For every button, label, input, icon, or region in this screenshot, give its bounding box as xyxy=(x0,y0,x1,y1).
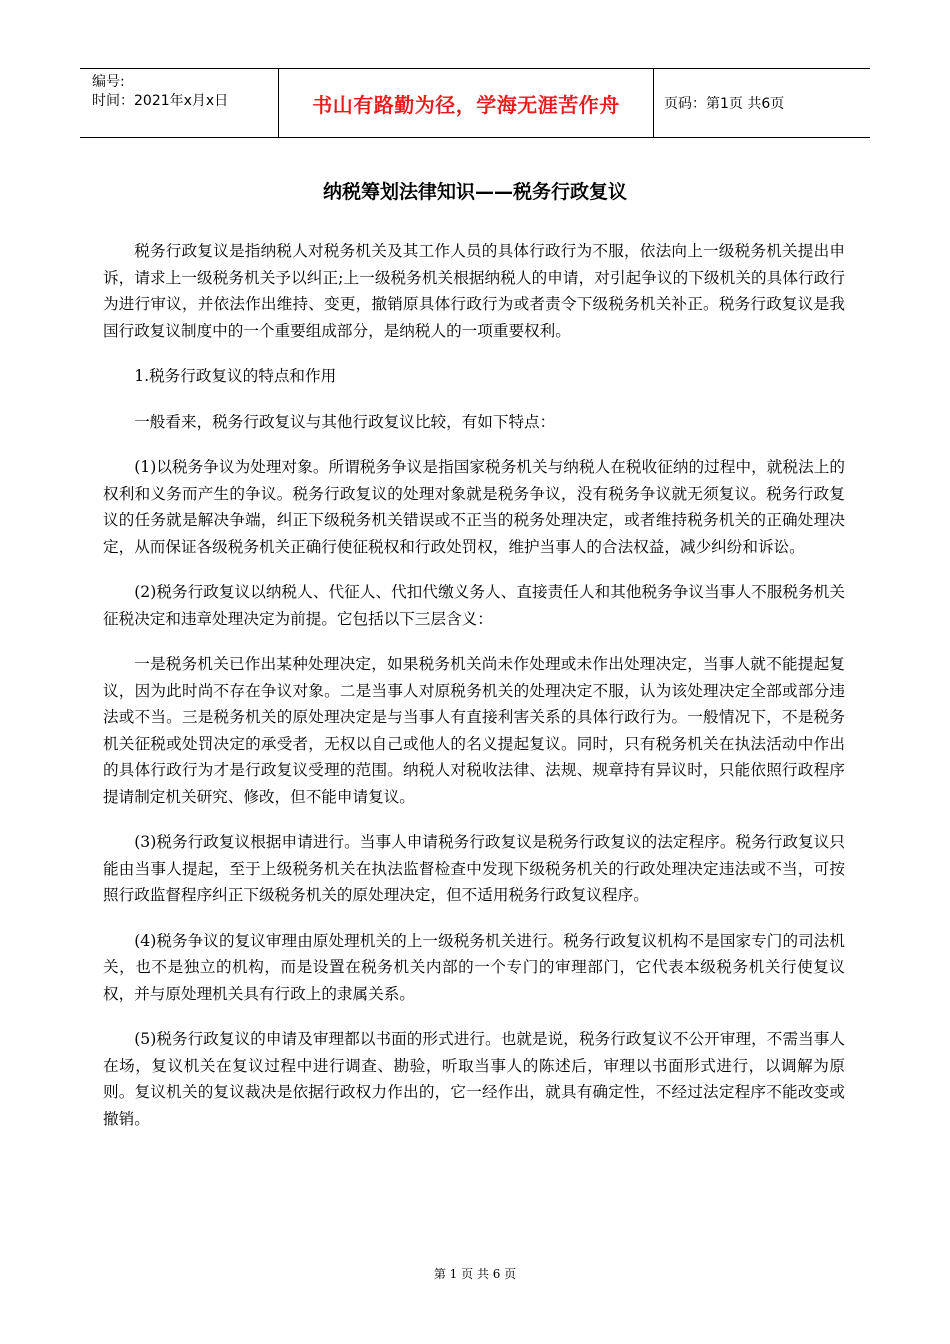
header-motto: 书山有路勤为径，学海无涯苦作舟 xyxy=(278,69,654,137)
document-number-label: 编号: xyxy=(92,74,125,90)
document-date: 时间：2021年x月x日 xyxy=(92,93,229,109)
header-page-info: 页码：第1页 共6页 xyxy=(664,96,785,112)
paragraph: (2)税务行政复议以纳税人、代征人、代扣代缴义务人、直接责任人和其他税务争议当事人不服税务机关征税决定和违章处理决定为前提。它包括以下三层含义： xyxy=(103,583,845,628)
paragraph: 一是税务机关已作出某种处理决定，如果税务机关尚未作处理或未作出处理决定，当事人就不能提起复议，因为此时尚不存在争议对象。二是当事人对原税务机关的处理决定不服，认为该处理决定全部或部分违法或不当。三是税务机关的原处理决定是与当事人有直接利害关系的具体行政行为。一般情况下，不是税务机关征税或处罚决定的承受者，无权以自己或他人的名义提起复议。同时，只有税务机关在执法活动中作出的具体行政行为才是行政复议受理的范围。纳税人对税收法律、法规、规章持有异议时，只能依照行政程序提请制定机关研究、修改，但不能申请复议。 xyxy=(103,655,845,806)
section-heading: 1.税务行政复议的特点和作用 xyxy=(134,367,337,385)
paragraph: 一般看来，税务行政复议与其他行政复议比较，有如下特点： xyxy=(134,412,556,431)
paragraph: (4)税务争议的复议审理由原处理机关的上一级税务机关进行。税务行政复议机构不是国家专门的司法机关，也不是独立的机构，而是设置在税务机关内部的一个专门的审理部门，它代表本级税务机关行使复议权，并与原处理机关具有行政上的隶属关系。 xyxy=(103,931,845,1003)
page-header xyxy=(80,68,870,138)
paragraph: (1)以税务争议为处理对象。所谓税务争议是指国家税务机关与纳税人在税收征纳的过程中，就税法上的权利和义务而产生的争议。税务行政复议的处理对象就是税务争议，没有税务争议就无须复议。税务行政复议的任务就是解决争端，纠正下级税务机关错误或不正当的税务处理决定，或者维持税务机关的正确处理决定，从而保证各级税务机关正确行使征税权和行政处罚权，维护当事人的合法权益，减少纠纷和诉讼。 xyxy=(103,458,845,556)
paragraph: 税务行政复议是指纳税人对税务机关及其工作人员的具体行政行为不服，依法向上一级税务机关提出申诉，请求上一级税务机关予以纠正;上一级税务机关根据纳税人的申请，对引起争议的下级机关的具体行政行为进行审议，并依法作出维持、变更，撤销原具体行政行为或者责令下级税务机关补正。税务行政复议是我国行政复议制度中的一个重要组成部分，是纳税人的一项重要权利。 xyxy=(103,242,845,340)
paragraph: (3)税务行政复议根据申请进行。当事人申请税务行政复议是税务行政复议的法定程序。税务行政复议只能由当事人提起，至于上级税务机关在执法监督检查中发现下级税务机关的行政处理决定违法或不当，可按照行政监督程序纠正下级税务机关的原处理决定，但不适用税务行政复议程序。 xyxy=(103,833,845,904)
document-title: 纳税筹划法律知识——税务行政复议 xyxy=(322,181,627,203)
page-footer: 第 1 页 共 6 页 xyxy=(433,1267,517,1281)
header-meta xyxy=(80,69,278,137)
paragraph: (5)税务行政复议的申请及审理都以书面的形式进行。也就是说，税务行政复议不公开审理，不需当事人在场，复议机关在复议过程中进行调查、勘验，听取当事人的陈述后，审理以书面形式进行，以调解为原则。复议机关的复议裁决是依据行政权力作出的，它一经作出，就具有确定性，不经过法定程序不能改变或撤销。 xyxy=(103,1030,845,1128)
document-body xyxy=(103,238,845,1151)
